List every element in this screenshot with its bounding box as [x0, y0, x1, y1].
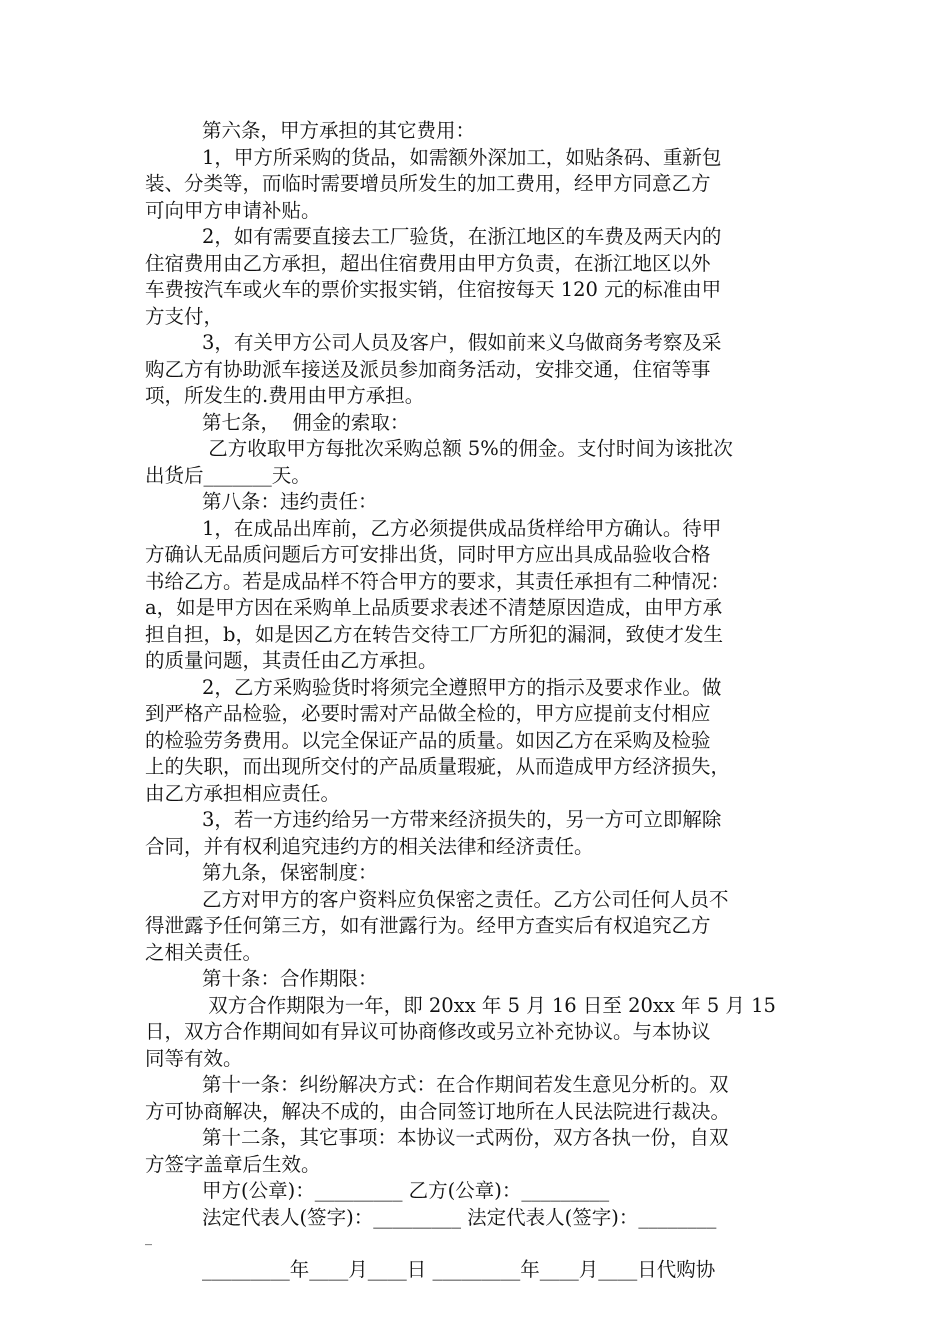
paragraph-line: 1，甲方所采购的货品，如需额外深加工，如贴条码、重新包: [202, 145, 722, 169]
article-8-heading: 第八条：违约责任：: [202, 490, 378, 513]
paragraph-line: 上的失职，而出现所交付的产品质量瑕疵，从而造成甲方经济损失，: [145, 755, 731, 778]
paragraph-line: 住宿费用由乙方承担，超出住宿费用由甲方负责，在浙江地区以外: [145, 251, 711, 275]
paragraph-line: 2，如有需要直接去工厂验货，在浙江地区的车费及两天内的: [202, 225, 722, 248]
paragraph-line: 方确认无品质问题后方可安排出货，同时甲方应出具成品验收合格: [145, 543, 711, 566]
trailing-underscore: _: [145, 1230, 152, 1246]
paragraph-line: 同等有效。: [145, 1046, 243, 1070]
paragraph-line: 出货后_______天。: [145, 463, 311, 487]
paragraph-line: 担自担，b，如是因乙方在转告交待工厂方所犯的漏洞，致使才发生: [145, 622, 723, 646]
legal-representative-line: 法定代表人(签字)：_________ 法定代表人(签字)：________: [202, 1205, 717, 1229]
paragraph-line: a，如是甲方因在采购单上品质要求表述不清楚原因造成，由甲方承: [145, 596, 723, 619]
paragraph-line: 1，在成品出库前，乙方必须提供成品货样给甲方确认。待甲: [202, 516, 722, 540]
paragraph-line: 乙方对甲方的客户资料应负保密之责任。乙方公司任何人员不: [202, 887, 729, 911]
article-6-heading: 第六条，甲方承担的其它费用：: [202, 119, 476, 142]
paragraph-line: 到严格产品检验，必要时需对产品做全检的，甲方应提前支付相应: [145, 702, 711, 725]
paragraph-line: 方签字盖章后生效。: [145, 1152, 321, 1176]
paragraph-line: 项，所发生的.费用由甲方承担。: [145, 384, 425, 407]
article-10-heading: 第十条：合作期限：: [202, 967, 378, 990]
paragraph-line: 之相关责任。: [145, 940, 263, 964]
paragraph-line: 车费按汽车或火车的票价实报实销，住宿按每天 120 元的标准由甲: [145, 278, 722, 301]
article-7-heading: 第七条， 佣金的索取：: [202, 410, 410, 434]
paragraph-line: 乙方收取甲方每批次采购总额 5%的佣金。支付时间为该批次: [202, 437, 733, 460]
article-12-line: 第十二条，其它事项：本协议一式两份，双方各执一份，自双: [202, 1126, 729, 1149]
date-line: _________年____月____日 _________年____月____日代购协: [202, 1258, 716, 1281]
paragraph-line: 的质量问题，其责任由乙方承担。: [145, 649, 438, 672]
document-body: [145, 118, 813, 1284]
paragraph-line: 的检验劳务费用。以完全保证产品的质量。如因乙方在采购及检验: [145, 728, 711, 752]
paragraph-line: 3，若一方违约给另一方带来经济损失的，另一方可立即解除: [202, 808, 722, 831]
paragraph-line: 日，双方合作期间如有异议可协商修改或另立补充协议。与本协议: [145, 1020, 711, 1043]
article-9-heading: 第九条，保密制度：: [202, 861, 378, 884]
paragraph-line: 合同，并有权利追究违约方的相关法律和经济责任。: [145, 834, 594, 858]
paragraph-line: 2，乙方采购验货时将须完全遵照甲方的指示及要求作业。做: [202, 675, 722, 699]
paragraph-line: 得泄露予任何第三方，如有泄露行为。经甲方查实后有权追究乙方: [145, 914, 711, 937]
paragraph-line: 3，有关甲方公司人员及客户，假如前来义乌做商务考察及采: [202, 331, 722, 354]
paragraph-line: 方支付，: [145, 304, 224, 328]
paragraph-line: 由乙方承担相应责任。: [145, 781, 341, 805]
party-seal-line: 甲方(公章)：_________ 乙方(公章)：_________: [202, 1179, 610, 1202]
article-11-line: 第十一条：纠纷解决方式：在合作期间若发生意见分析的。双: [202, 1073, 729, 1096]
paragraph-line: 双方合作期限为一年，即 20xx 年 5 月 16 日至 20xx 年 5 月 15: [202, 993, 776, 1017]
paragraph-line: 书给乙方。若是成品样不符合甲方的要求，其责任承担有二种情况：: [145, 569, 731, 593]
paragraph-line: 可向甲方申请补贴。: [145, 198, 321, 222]
paragraph-line: 购乙方有协助派车接送及派员参加商务活动，安排交通，住宿等事: [145, 357, 711, 381]
paragraph-line: 方可协商解决，解决不成的，由合同签订地所在人民法院进行裁决。: [145, 1099, 731, 1123]
paragraph-line: 装、分类等，而临时需要增员所发生的加工费用，经甲方同意乙方: [145, 172, 711, 195]
